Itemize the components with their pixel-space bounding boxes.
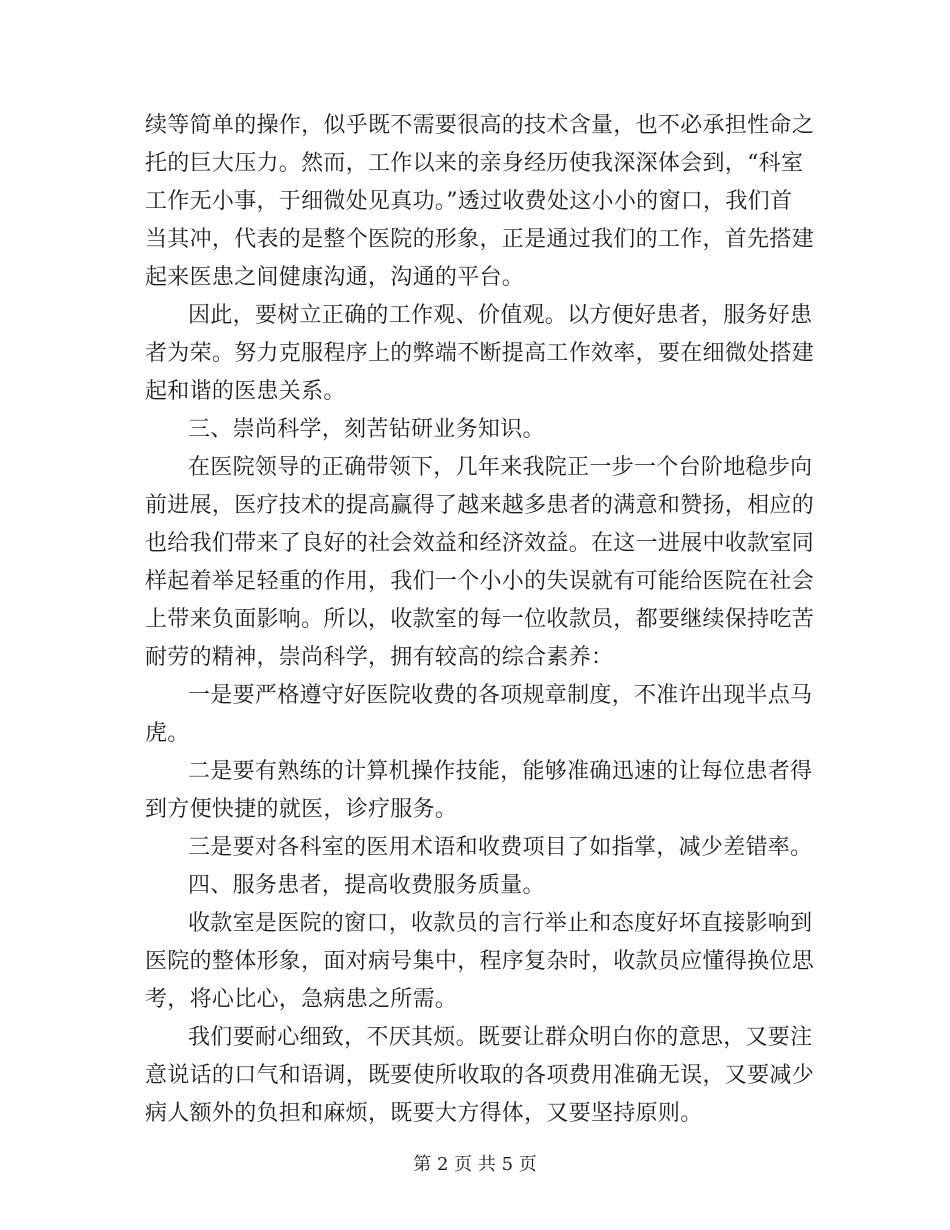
text-line: 当其冲，代表的是整个医院的形象，正是通过我们的工作，首先搭建 [145, 227, 815, 252]
text-line: 医院的整体形象，面对病号集中，程序复杂时，收款员应懂得换位思 [145, 949, 815, 974]
text-line: 前进展，医疗技术的提高赢得了越来越多患者的满意和赞扬，相应的 [145, 493, 815, 518]
text-line: 虎。 [145, 721, 190, 746]
paragraph-first-line: 我们要耐心细致，不厌其烦。既要让群众明白你的意思，又要注 [188, 1025, 813, 1050]
text-line: 续等简单的操作，似乎既不需要很高的技术含量，也不必承担性命之 [145, 113, 815, 138]
list-item-first-line: 二是要有熟练的计算机操作技能，能够准确迅速的让每位患者得 [188, 759, 813, 784]
list-item-first-line: 一是要严格遵守好医院收费的各项规章制度，不准许出现半点马 [188, 683, 813, 708]
text-line: 者为荣。努力克服程序上的弊端不断提高工作效率，要在细微处搭建 [145, 341, 815, 366]
section-heading: 四、服务患者，提高收费服务质量。 [188, 873, 545, 898]
text-line: 上带来负面影响。所以，收款室的每一位收款员，都要继续保持吃苦 [145, 607, 815, 632]
text-line: 意说话的口气和语调，既要使所收取的各项费用准确无误，又要减少 [145, 1063, 815, 1088]
text-line: 工作无小事，于细微处见真功。”透过收费处这小小的窗口，我们首 [145, 189, 793, 214]
text-line: 病人额外的负担和麻烦，既要大方得体，又要坚持原则。 [145, 1101, 703, 1126]
text-line: 到方便快捷的就医，诊疗服务。 [145, 797, 458, 822]
paragraph-first-line: 在医院领导的正确带领下，几年来我院正一步一个台阶地稳步向 [188, 455, 813, 480]
text-line: 考，将心比心，急病患之所需。 [145, 987, 458, 1012]
paragraph-first-line: 收款室是医院的窗口，收款员的言行举止和态度好坏直接影响到 [188, 911, 813, 936]
text-line: 也给我们带来了良好的社会效益和经济效益。在这一进展中收款室同 [145, 531, 815, 556]
section-heading: 三、崇尚科学，刻苦钻研业务知识。 [188, 417, 545, 442]
text-line: 托的巨大压力。然而，工作以来的亲身经历使我深深体会到，“科室 [145, 151, 804, 176]
paragraph-first-line: 因此，要树立正确的工作观、价值观。以方便好患者，服务好患 [188, 303, 813, 328]
text-line: 起来医患之间健康沟通，沟通的平台。 [145, 265, 525, 290]
text-line: 样起着举足轻重的作用，我们一个小小的失误就有可能给医院在社会 [145, 569, 815, 594]
text-line: 耐劳的精神，崇尚科学，拥有较高的综合素养： [145, 645, 614, 670]
list-item-first-line: 三是要对各科室的医用术语和收费项目了如指掌，减少差错率。 [188, 835, 813, 860]
page-number-footer: 第 2 页 共 5 页 [413, 1154, 537, 1175]
text-line: 起和谐的医患关系。 [145, 379, 346, 404]
